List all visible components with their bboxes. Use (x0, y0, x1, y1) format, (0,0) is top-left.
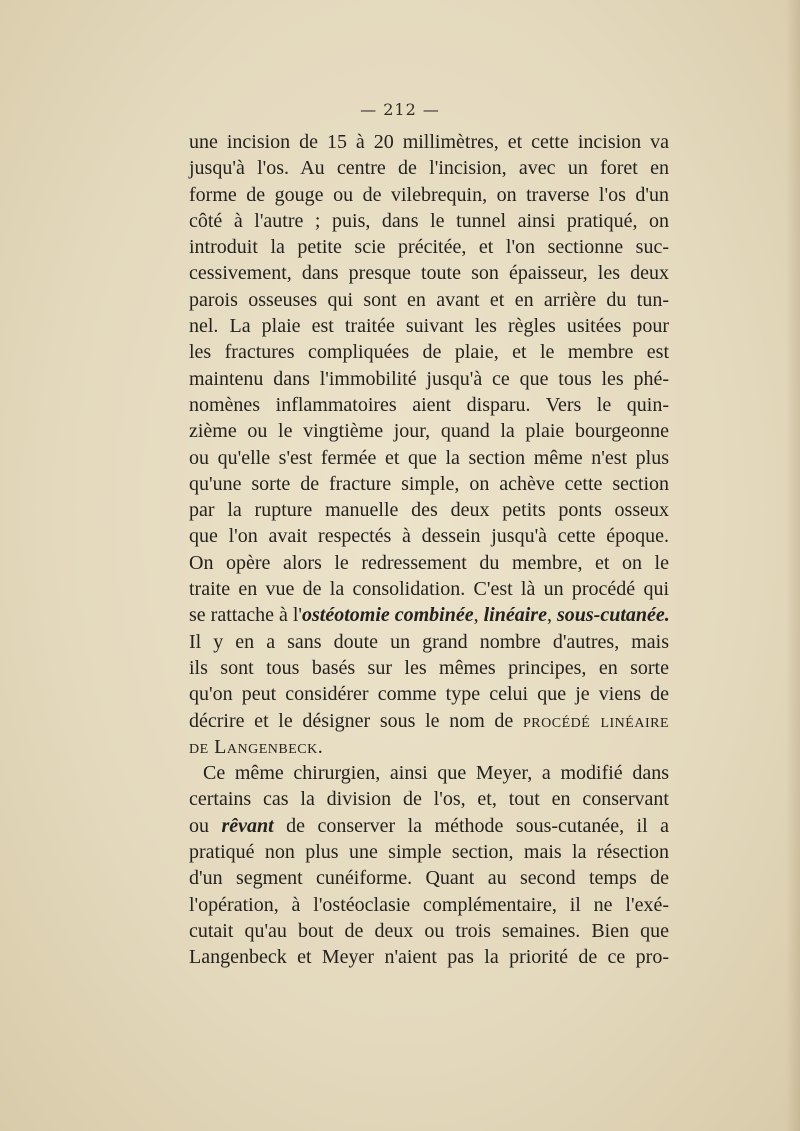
text-line: par la rupture manuelle des deux petits ponts osseux (189, 499, 669, 522)
text-line-italic-terms (189, 602, 669, 628)
page-number: — 212 — (360, 100, 440, 119)
text-line: qu'une sorte de fracture simple, on achève cette section (189, 472, 669, 495)
text-line: qu'on peut considérer comme type celui que je viens de (189, 683, 669, 706)
text-line: zième ou le vingtième jour, quand la plaie bourgeonne (189, 420, 669, 443)
text-line: maintenu dans l'immobilité jusqu'à ce que tous les phé- (189, 367, 669, 390)
text-line: certains cas la division de l'os, et, tout en conservant (189, 788, 669, 811)
text-span: décrire et le désigner sous le nom de (189, 709, 523, 732)
text-line: côté à l'autre ; puis, dans le tunnel ainsi pratiqué, on (189, 209, 669, 232)
text-line: cutait qu'au bout de deux ou trois semaines. Bien que (189, 919, 669, 942)
text-line: introduit la petite scie précitée, et l'on sectionne suc- (189, 236, 669, 259)
text-line: que l'on avait respectés à dessein jusqu'à cette époque. (189, 525, 669, 548)
text-span: , (473, 604, 484, 627)
small-caps-term: procédé linéaire (523, 709, 670, 732)
text-line: On opère alors le redressement du membre, et on le (189, 551, 669, 574)
text-line: nel. La plaie est traitée suivant les règles usitées pour (189, 315, 669, 338)
text-span: , (546, 604, 557, 627)
text-line: l'opération, à l'ostéoclasie complémentaire, il ne l'exé- (189, 893, 669, 916)
italic-term: ostéotomie combinée (301, 604, 474, 627)
text-line: ou qu'elle s'est fermée et que la section même n'est plus (189, 446, 669, 469)
text-line: cessivement, dans presque toute son épaisseur, les deux (189, 262, 669, 285)
body-text (189, 129, 669, 971)
text-line: pratiqué non plus une simple section, mais la résection (189, 841, 669, 864)
text-line: Langenbeck et Meyer n'aient pas la priorité de ce pro- (189, 946, 669, 969)
text-span: se rattache à l' (189, 604, 302, 627)
text-line: ils sont tous basés sur les mêmes principes, en sorte (189, 656, 669, 679)
text-line: parois osseuses qui sont en avant et en arrière du tun- (189, 288, 669, 311)
text-line: Il y en a sans doute un grand nombre d'autres, mais (189, 630, 669, 653)
text-line: les fractures compliquées de plaie, et le membre est (189, 341, 669, 364)
text-line-italic-term (189, 813, 669, 839)
text-line: jusqu'à l'os. Au centre de l'incision, avec un foret en (189, 157, 669, 180)
small-caps-term: de Langenbeck (189, 735, 318, 758)
text-line: forme de gouge ou de vilebrequin, on traverse l'os d'un (189, 183, 669, 206)
text-line: nomènes inflammatoires aient disparu. Vers le quin- (189, 393, 669, 416)
text-span: ou (189, 814, 222, 837)
text-span: . (317, 735, 323, 758)
italic-term: rêvant (221, 814, 274, 837)
text-span: de conserver la méthode sous-cutanée, il a (273, 814, 669, 837)
text-line: une incision de 15 à 20 millimètres, et cette incision va (189, 131, 669, 153)
text-line-small-caps (189, 708, 669, 734)
text-line: d'un segment cunéiforme. Quant au second temps de (189, 867, 669, 890)
italic-term: sous-cutanée. (556, 604, 670, 627)
italic-term: linéaire (483, 604, 547, 627)
text-line: traite en vue de la consolidation. C'est là un procédé qui (189, 578, 669, 601)
page-edge-shadow (786, 0, 800, 1131)
text-line-paragraph-end (189, 734, 669, 760)
text-line-paragraph-start: Ce même chirurgien, ainsi que Meyer, a modifié dans (203, 762, 669, 785)
